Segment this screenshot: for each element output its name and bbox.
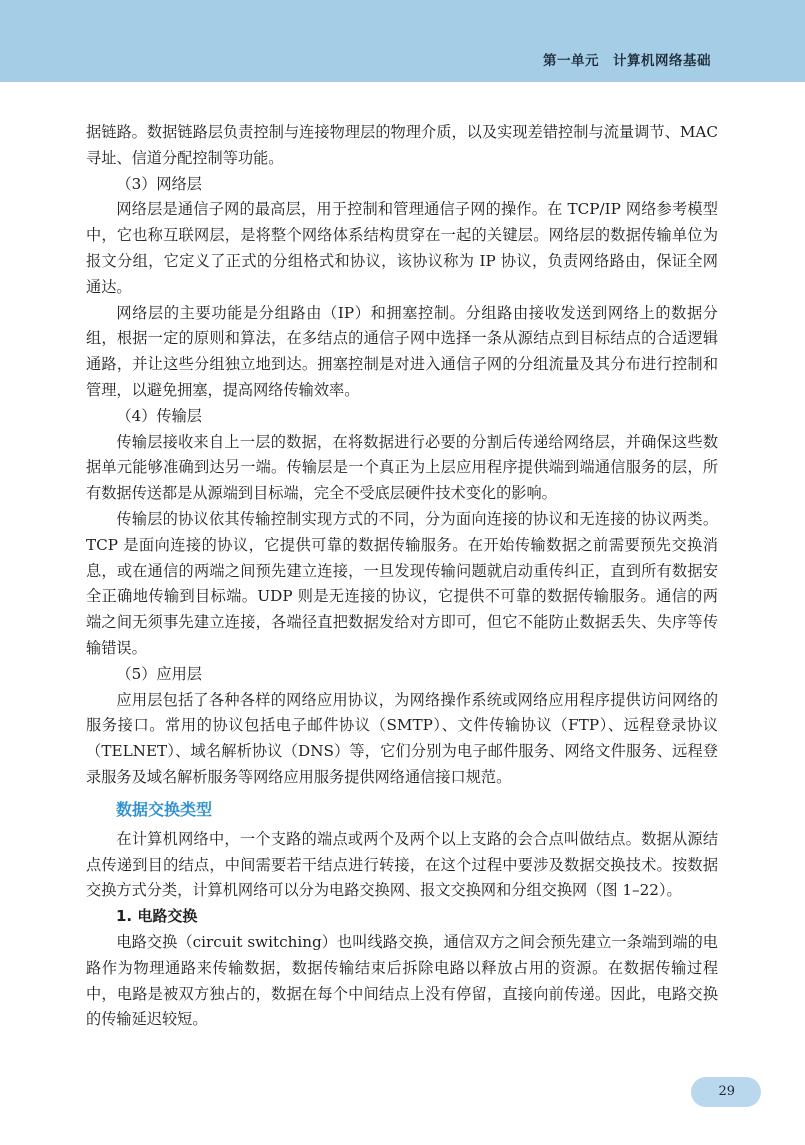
paragraph-transport-layer-protocols: 传输层的协议依其传输控制实现方式的不同，分为面向连接的协议和无连接的协议两类。TCP 是面向连接的协议，它提供可靠的数据传输服务。在开始传输数据之前需要预先交换消息，或在通信的两端之间预先建立连接，一旦发现传输问题就启动重传纠正，直到所有数据安全正确地传输到目标端。UDP 则是无连接的协议，它提供不可靠的数据传输服务。通信的两端之间无须事先建立连接，各端径直把数据发给对方即可，但它不能防止数据丢失、失序等传输错误。: [86, 509, 718, 657]
paragraph-network-layer-functions: 网络层的主要功能是分组路由（IP）和拥塞控制。分组路由接收发送到网络上的数据分组，根据一定的原则和算法，在多结点的通信子网中选择一条从源结点到目标结点的合适逻辑通路，并让这些分组独立地到达。拥塞控制是对进入通信子网的分组流量及其分布进行控制和管理，以避免拥塞，提高网络传输效率。: [86, 303, 718, 399]
paragraph-circuit-switching: 电路交换（circuit switching）也叫线路交换，通信双方之间会预先建立一条端到端的电路作为物理通路来传输数据，数据传输结束后拆除电路以释放占用的资源。在数据传输过程中，电路是被双方独占的，数据在每个中间结点上没有停留，直接向前传递。因此，电路交换的传输延迟较短。: [86, 932, 718, 1029]
header-band: [0, 0, 805, 82]
section-heading: 数据交换类型: [116, 799, 213, 819]
subheading-transport-layer: （4）传输层: [116, 406, 202, 425]
running-header-title: 第一单元 计算机网络基础: [543, 53, 711, 69]
subheading-circuit-switching: 1. 电路交换: [116, 907, 198, 926]
paragraph-network-layer-intro: 网络层是通信子网的最高层，用于控制和管理通信子网的操作。在 TCP/IP 网络参考模型中，它也称互联网层，是将整个网络体系结构贯穿在一起的关键层。网络层的数据传输单位为报文分组，它定义了正式的分组格式和协议，该协议称为 IP 协议，负责网络路由，保证全网通达。: [86, 200, 718, 296]
subheading-network-layer: （3）网络层: [116, 174, 202, 193]
paragraph-continuation: 据链路。数据链路层负责控制与连接物理层的物理介质，以及实现差错控制与流量调节、MAC 寻址、信道分配控制等功能。: [86, 123, 718, 167]
paragraph-application-layer: 应用层包括了各种各样的网络应用协议，为网络操作系统或网络应用程序提供访问网络的服务接口。常用的协议包括电子邮件协议（SMTP）、文件传输协议（FTP）、远程登录协议（TELNET）、域名解析协议（DNS）等，它们分别为电子邮件服务、网络文件服务、远程登录服务及域名解析服务等网络应用服务提供网络通信接口规范。: [86, 690, 718, 786]
paragraph-section-intro: 在计算机网络中，一个支路的端点或两个及两个以上支路的会合点叫做结点。数据从源结点传递到目的结点，中间需要若干结点进行转接，在这个过程中要涉及数据交换技术。按数据交换方式分类，计算机网络可以分为电路交换网、报文交换网和分组交换网（图 1–22）。: [86, 829, 718, 900]
subheading-application-layer: （5）应用层: [116, 664, 202, 683]
page-number: 29: [718, 1084, 735, 1099]
paragraph-transport-layer-intro: 传输层接收来自上一层的数据，在将数据进行必要的分割后传递给网络层，并确保这些数据单元能够准确到达另一端。传输层是一个真正为上层应用程序提供端到端通信服务的层，所有数据传送都是从源端到目标端，完全不受底层硬件技术变化的影响。: [86, 432, 718, 503]
page-body: [86, 120, 718, 1033]
